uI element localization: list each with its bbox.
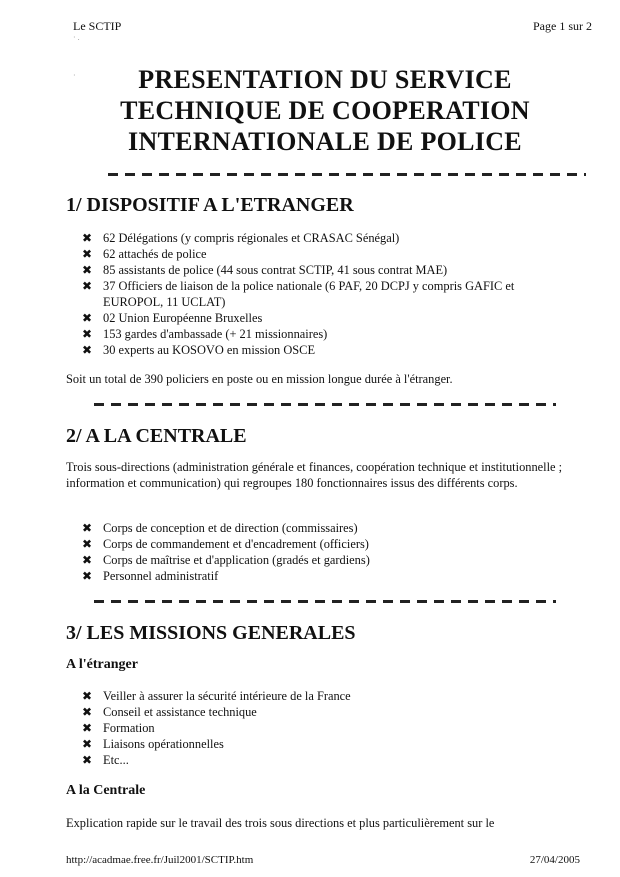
list-item-text: 62 Délégations (y compris régionales et CRASAC Sénégal): [103, 231, 400, 245]
dashed-separator: [94, 403, 556, 406]
list-item-text: 85 assistants de police (44 sous contrat SCTIP, 41 sous contrat MAE): [103, 263, 448, 277]
subheading-abroad: A l'étranger: [66, 657, 138, 672]
list-item-text: Personnel administratif: [103, 569, 219, 583]
cross-mark-icon: ✖: [82, 343, 93, 357]
list-item-text: Corps de conception et de direction (commissaires): [103, 521, 358, 535]
title-line: PRESENTATION DU SERVICE: [138, 65, 512, 94]
footer-date: 27/04/2005: [529, 854, 580, 866]
title-line: INTERNATIONALE DE POLICE: [128, 127, 522, 156]
list-item: [82, 262, 572, 278]
list-item-text: Corps de commandement et d'encadrement (officiers): [103, 537, 369, 551]
list-item-text: Veiller à assurer la sécurité intérieure de la France: [103, 689, 351, 703]
cross-mark-icon: ✖: [82, 537, 93, 551]
list-item-text: 37 Officiers de liaison de la police nationale (6 PAF, 20 DCPJ y compris GAFIC et EUROPOL, 11 UCLAT): [103, 279, 515, 309]
list-item: [82, 568, 572, 584]
summary-text: Soit un total de 390 policiers en poste ou en mission longue durée à l'étranger.: [66, 372, 453, 386]
list-item: [82, 736, 572, 752]
cross-mark-icon: ✖: [82, 689, 93, 703]
cross-mark-icon: ✖: [82, 247, 93, 261]
list-item: [82, 720, 572, 736]
cross-mark-icon: ✖: [82, 721, 93, 735]
scan-speck: · .: [73, 33, 80, 42]
list-item: [82, 246, 572, 262]
list-item-text: Etc...: [103, 753, 129, 767]
footer-url: http://acadmae.free.fr/Juil2001/SCTIP.htm: [66, 854, 254, 866]
list-item: [82, 326, 572, 342]
cross-mark-icon: ✖: [82, 569, 93, 583]
list-item-text: Formation: [103, 721, 155, 735]
subheading-central: A la Centrale: [66, 783, 146, 798]
list-item: [82, 752, 572, 768]
list-item: [82, 230, 572, 246]
list-item-text: Conseil et assistance technique: [103, 705, 257, 719]
list-item-text: Liaisons opérationnelles: [103, 737, 224, 751]
list-item: [82, 536, 572, 552]
cross-mark-icon: ✖: [82, 753, 93, 767]
title-line: TECHNIQUE DE COOPERATION: [120, 96, 530, 125]
section-heading: 3/ LES MISSIONS GENERALES: [66, 622, 356, 644]
cross-mark-icon: ✖: [82, 327, 93, 341]
bullet-list-abroad: [82, 230, 572, 358]
section-heading: 1/ DISPOSITIF A L'ETRANGER: [66, 194, 354, 216]
cross-mark-icon: ✖: [82, 737, 93, 751]
dashed-separator: [94, 600, 556, 603]
list-item: [82, 342, 572, 358]
list-item: [82, 552, 572, 568]
cross-mark-icon: ✖: [82, 521, 93, 535]
list-item: [82, 310, 572, 326]
list-item: [82, 278, 572, 310]
scan-speck: ·: [73, 71, 76, 80]
section-heading: 2/ A LA CENTRALE: [66, 425, 247, 447]
dashed-separator: [108, 173, 586, 176]
cross-mark-icon: ✖: [82, 311, 93, 325]
list-item-text: 153 gardes d'ambassade (+ 21 missionnaires): [103, 327, 328, 341]
document-title: [60, 64, 590, 157]
cross-mark-icon: ✖: [82, 263, 93, 277]
cross-mark-icon: ✖: [82, 279, 93, 293]
list-item-text: Corps de maîtrise et d'application (gradés et gardiens): [103, 553, 370, 567]
intro-paragraph: Trois sous-directions (administration générale et finances, coopération technique et institutionnelle ; information et communication) qui regroupes 180 fonctionnaires issus des différents corps.: [66, 460, 563, 490]
list-item: [82, 688, 572, 704]
list-item: [82, 520, 572, 536]
bullet-list-corps: [82, 520, 572, 584]
cross-mark-icon: ✖: [82, 231, 93, 245]
list-item-text: 30 experts au KOSOVO en mission OSCE: [103, 343, 316, 357]
header-title: Le SCTIP: [73, 19, 122, 33]
page-number: Page 1 sur 2: [533, 19, 592, 33]
cross-mark-icon: ✖: [82, 705, 93, 719]
cross-mark-icon: ✖: [82, 553, 93, 567]
list-item-text: 02 Union Européenne Bruxelles: [103, 311, 263, 325]
body-text: Explication rapide sur le travail des trois sous directions et plus particulièrement sur le: [66, 816, 495, 830]
bullet-list-missions: [82, 688, 572, 768]
list-item-text: 62 attachés de police: [103, 247, 207, 261]
list-item: [82, 704, 572, 720]
